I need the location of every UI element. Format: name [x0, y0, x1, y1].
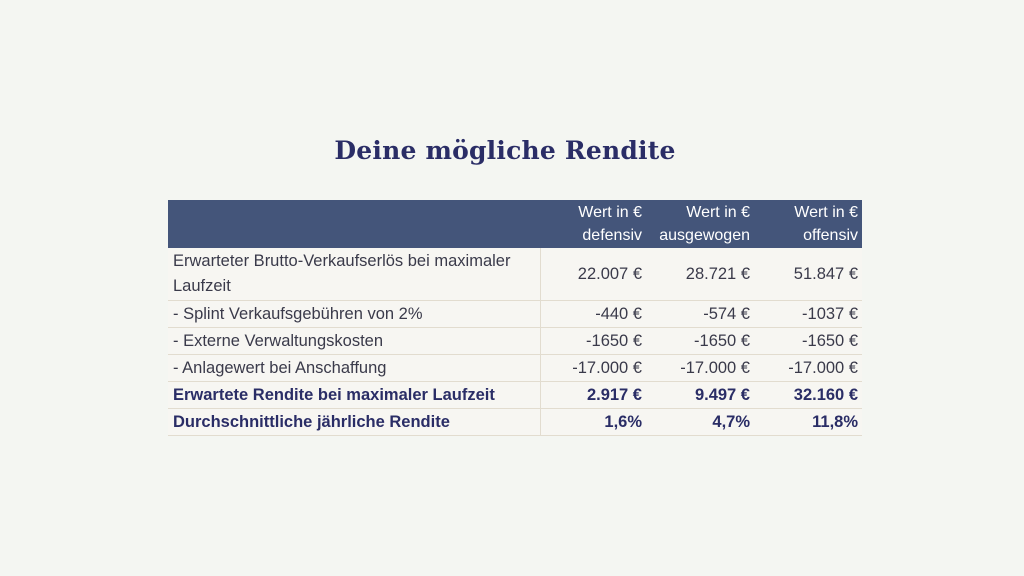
- header-label-column: [168, 200, 540, 248]
- header-defensiv: [540, 200, 646, 248]
- row-label: Durchschnittliche jährliche Rendite: [168, 409, 540, 436]
- header-ausgewogen-line2: ausgewogen: [659, 227, 750, 244]
- value-ausgewogen: -17.000 €: [646, 355, 754, 382]
- table-row-expected-return: [168, 382, 862, 409]
- value-offensiv: -17.000 €: [754, 355, 862, 382]
- value-ausgewogen: 4,7%: [646, 409, 754, 436]
- table-row-acquisition-value: [168, 355, 862, 382]
- value-defensiv: -440 €: [540, 301, 646, 328]
- value-defensiv: 1,6%: [540, 409, 646, 436]
- value-defensiv: 2.917 €: [540, 382, 646, 409]
- row-label: - Anlagewert bei Anschaffung: [168, 355, 540, 382]
- header-defensiv-line1: Wert in €: [578, 204, 642, 221]
- table-header-row: [168, 200, 862, 248]
- header-offensiv-line1: Wert in €: [794, 204, 858, 221]
- table-row-gross-revenue: [168, 248, 862, 301]
- row-label: Erwartete Rendite bei maximaler Laufzeit: [168, 382, 540, 409]
- value-ausgewogen: 28.721 €: [646, 248, 754, 301]
- row-label: - Externe Verwaltungskosten: [168, 328, 540, 355]
- value-offensiv: 11,8%: [754, 409, 862, 436]
- value-offensiv: 32.160 €: [754, 382, 862, 409]
- table-row-annual-return: [168, 409, 862, 436]
- value-offensiv: -1037 €: [754, 301, 862, 328]
- value-offensiv: 51.847 €: [754, 248, 862, 301]
- value-ausgewogen: -574 €: [646, 301, 754, 328]
- value-defensiv: -1650 €: [540, 328, 646, 355]
- header-offensiv-line2: offensiv: [803, 227, 858, 244]
- row-label: - Splint Verkaufsgebühren von 2%: [168, 301, 540, 328]
- table-row-admin-costs: [168, 328, 862, 355]
- row-label: Erwarteter Brutto-Verkaufserlös bei maximaler Laufzeit: [168, 248, 540, 301]
- header-defensiv-line2: defensiv: [582, 227, 642, 244]
- value-offensiv: -1650 €: [754, 328, 862, 355]
- returns-table: [168, 200, 862, 436]
- value-defensiv: 22.007 €: [540, 248, 646, 301]
- table-row-sales-fees: [168, 301, 862, 328]
- page-title: Deine mögliche Rendite: [334, 136, 676, 165]
- value-ausgewogen: -1650 €: [646, 328, 754, 355]
- value-ausgewogen: 9.497 €: [646, 382, 754, 409]
- header-offensiv: [754, 200, 862, 248]
- value-defensiv: -17.000 €: [540, 355, 646, 382]
- header-ausgewogen: [646, 200, 754, 248]
- header-ausgewogen-line1: Wert in €: [686, 204, 750, 221]
